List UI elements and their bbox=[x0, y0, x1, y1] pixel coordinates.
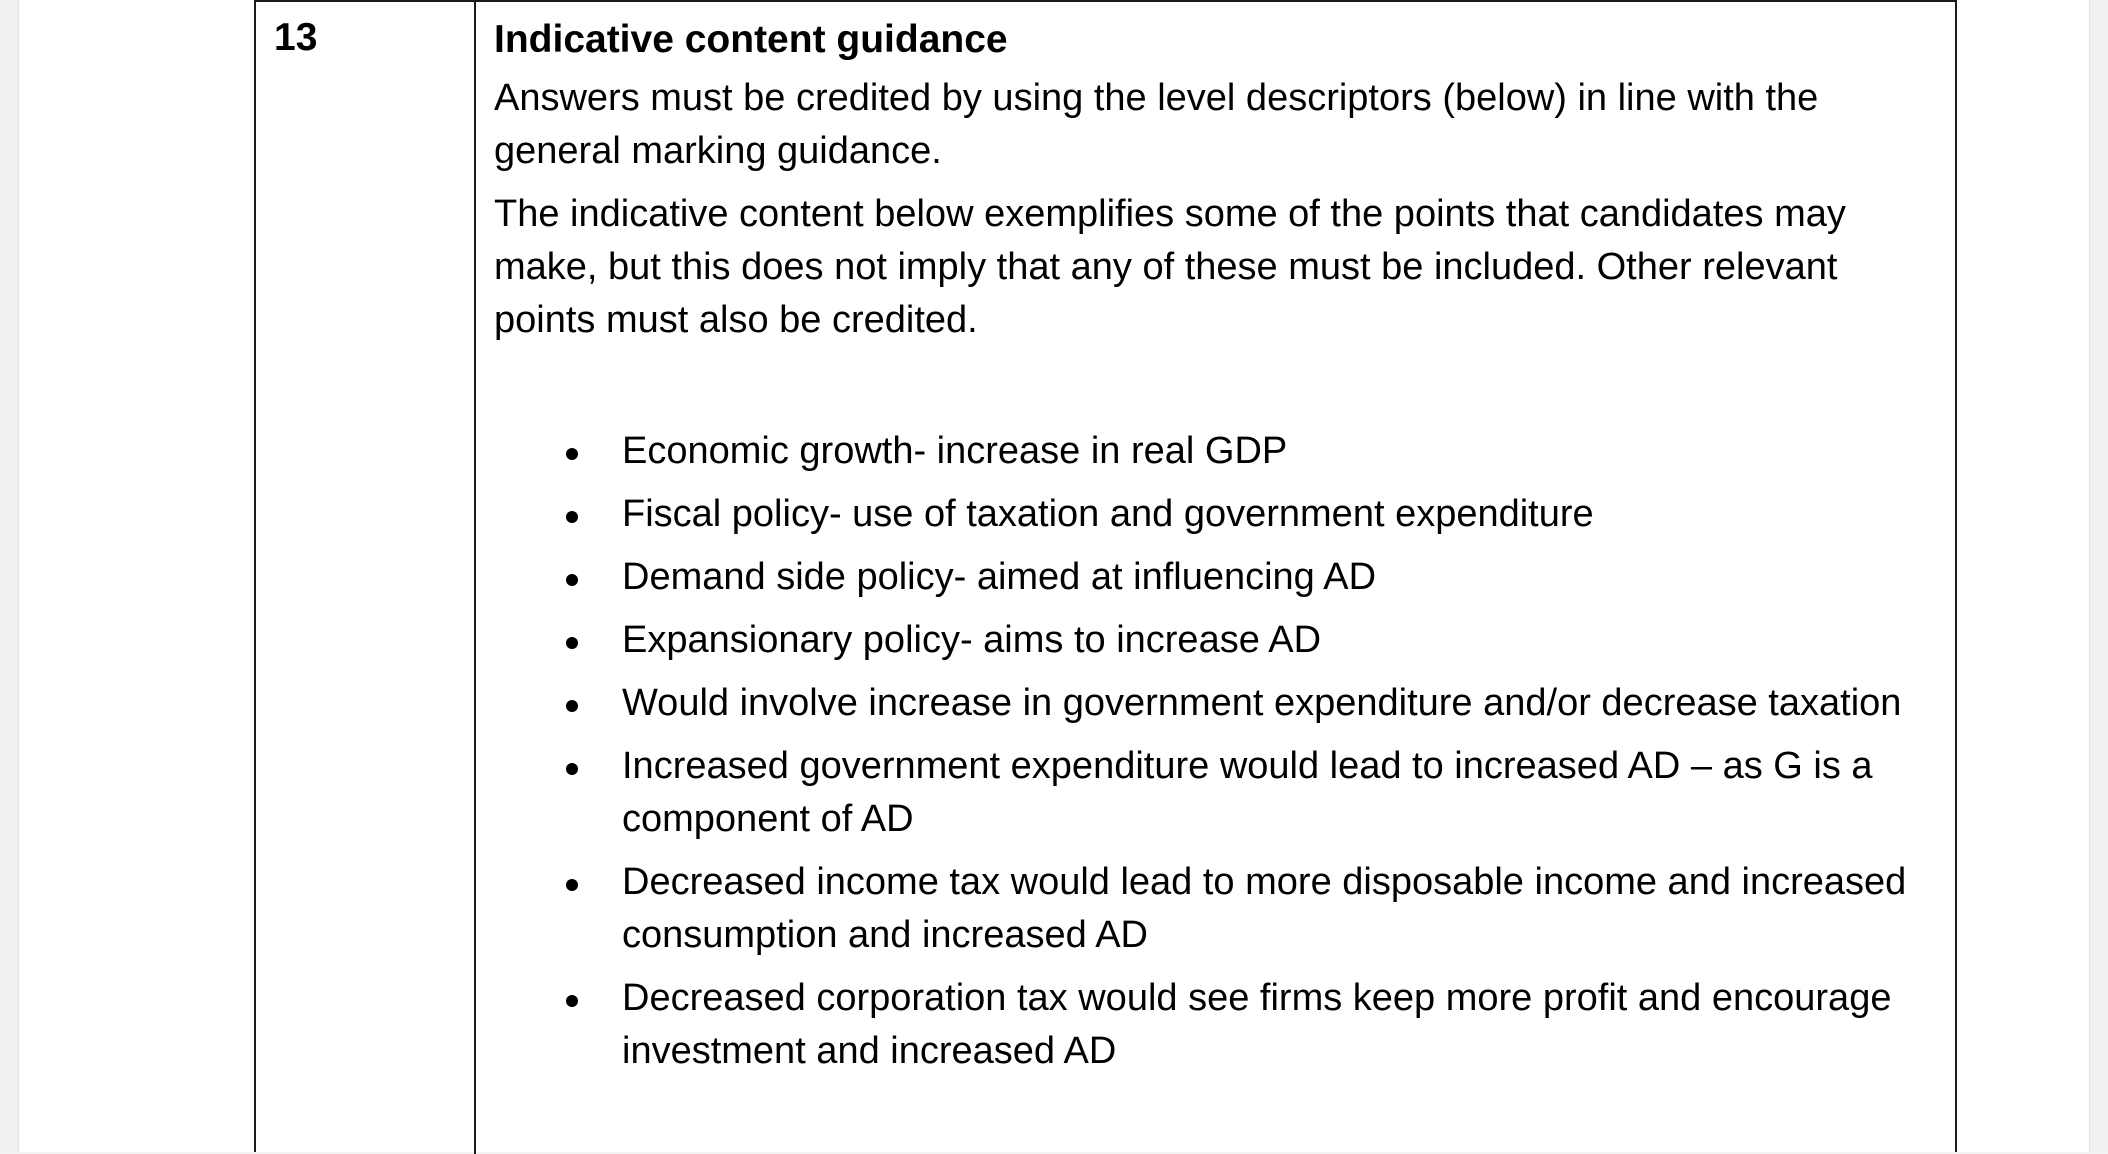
indicative-points-list bbox=[494, 425, 1944, 1078]
list-item-text: Decreased income tax would lead to more disposable income and increased consumption and increased AD bbox=[622, 861, 1907, 956]
bullet-icon bbox=[566, 637, 578, 649]
list-item bbox=[494, 488, 1944, 541]
mark-scheme-table bbox=[254, 0, 1957, 1152]
guidance-paragraph: The indicative content below exemplifies some of the points that candidates may make, but this does not imply that any of these must be included. Other relevant points must also be credited. bbox=[494, 193, 1846, 341]
bullet-icon bbox=[566, 511, 578, 523]
list-item-text: Increased government expenditure would lead to increased AD – as G is a component of AD bbox=[622, 745, 1873, 840]
list-item bbox=[494, 425, 1944, 478]
list-item-text: Decreased corporation tax would see firms keep more profit and encourage investment and increased AD bbox=[622, 977, 1892, 1072]
question-number: 13 bbox=[274, 16, 318, 59]
list-item-text: Expansionary policy- aims to increase AD bbox=[622, 619, 1322, 661]
list-item-text: Would involve increase in government expenditure and/or decrease taxation bbox=[622, 682, 1902, 724]
bullet-icon bbox=[566, 448, 578, 460]
list-item bbox=[494, 614, 1944, 667]
list-item bbox=[494, 740, 1944, 846]
page-margin-left bbox=[0, 0, 19, 1152]
list-item bbox=[494, 972, 1944, 1078]
list-item-text: Fiscal policy- use of taxation and government expenditure bbox=[622, 493, 1594, 535]
bullet-icon bbox=[566, 995, 578, 1007]
bullet-icon bbox=[566, 574, 578, 586]
bullet-icon bbox=[566, 879, 578, 891]
list-item bbox=[494, 551, 1944, 604]
list-item-text: Economic growth- increase in real GDP bbox=[622, 430, 1288, 472]
guidance-paragraph: Answers must be credited by using the level descriptors (below) in line with the general marking guidance. bbox=[494, 77, 1819, 172]
guidance-heading: Indicative content guidance bbox=[494, 18, 1008, 61]
list-item-text: Demand side policy- aimed at influencing AD bbox=[622, 556, 1377, 598]
guidance-cell bbox=[494, 16, 1944, 1088]
column-divider bbox=[474, 2, 476, 1154]
list-item bbox=[494, 856, 1944, 962]
bullet-icon bbox=[566, 763, 578, 775]
bullet-icon bbox=[566, 700, 578, 712]
list-item bbox=[494, 677, 1944, 730]
page-margin-right bbox=[2089, 0, 2108, 1152]
